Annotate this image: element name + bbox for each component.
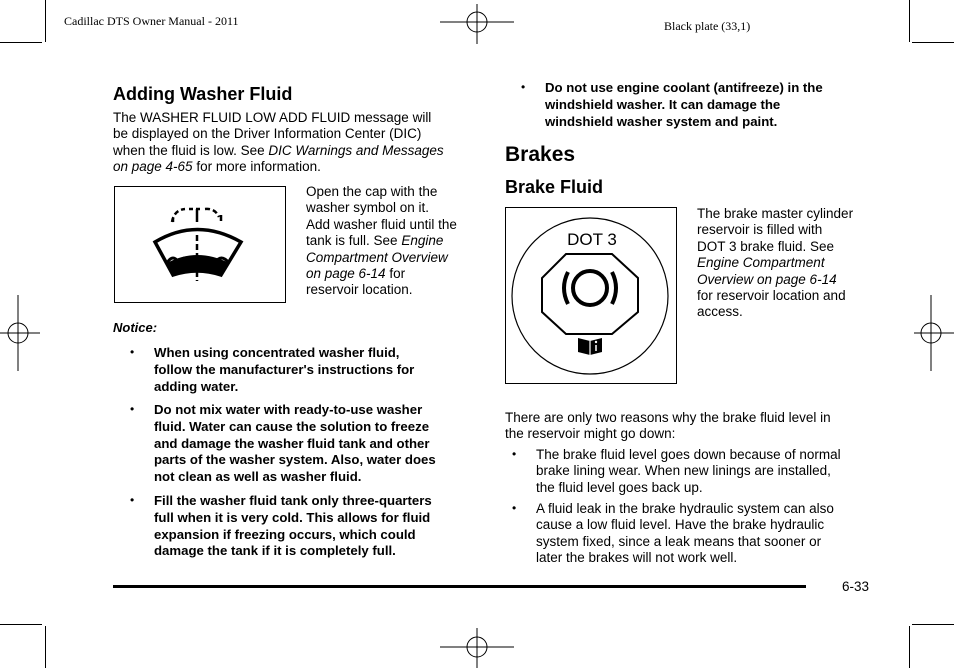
text-line: system fixed, since a leak means that sooner or bbox=[536, 533, 822, 549]
cross-reference-link[interactable]: Engine Compartment bbox=[697, 255, 825, 271]
text-line: and damage the washer fluid tank and other bbox=[154, 435, 430, 451]
registration-mark-icon bbox=[440, 628, 514, 668]
section-title: Brakes bbox=[505, 143, 576, 166]
text-line: the reservoir might go down: bbox=[505, 426, 676, 442]
crop-mark bbox=[912, 42, 954, 43]
text-line: follow the manufacturer's instructions for bbox=[154, 361, 415, 377]
washer-fluid-figure bbox=[114, 186, 286, 303]
bullet-icon: • bbox=[521, 80, 526, 94]
text-line: full when it is very cold. This allows for fluid bbox=[154, 509, 431, 525]
notice-bullet bbox=[154, 493, 484, 560]
text-line: access. bbox=[697, 304, 743, 320]
brake-fluid-figure bbox=[505, 207, 677, 384]
text-line: parts of the washer system. Also, water does bbox=[154, 452, 436, 468]
bullet-icon: • bbox=[512, 501, 517, 515]
crop-mark bbox=[0, 42, 42, 43]
washer-figure-caption bbox=[306, 184, 486, 299]
dot-3-label: DOT 3 bbox=[567, 230, 617, 249]
cross-reference-link[interactable]: on page 4-65 bbox=[113, 159, 193, 175]
text-line bbox=[306, 233, 486, 249]
text-line: DOT 3 brake fluid. See bbox=[697, 238, 835, 254]
notice-bullet bbox=[154, 402, 484, 486]
text-run: for bbox=[385, 266, 406, 282]
text-line: washer symbol on it. bbox=[306, 200, 430, 216]
coolant-warning-bullet bbox=[545, 80, 875, 130]
crop-mark bbox=[45, 626, 46, 668]
manual-title: Cadillac DTS Owner Manual - 2011 bbox=[64, 14, 239, 28]
owner-manual-info-icon bbox=[578, 338, 602, 355]
page-number: 6-33 bbox=[842, 579, 870, 594]
registration-mark-icon bbox=[0, 295, 40, 371]
text-line: reservoir is filled with bbox=[697, 222, 823, 238]
brake-bullet bbox=[536, 501, 886, 567]
crop-mark bbox=[909, 626, 910, 668]
intro-paragraph bbox=[113, 110, 483, 176]
text-line: windshield washer. It can damage the bbox=[545, 96, 781, 112]
registration-mark-icon bbox=[440, 4, 514, 44]
crop-mark bbox=[45, 0, 46, 42]
text-line: adding water. bbox=[154, 378, 239, 394]
crop-mark bbox=[0, 624, 42, 625]
text-line: the fluid level goes back up. bbox=[536, 479, 703, 495]
registration-mark-icon bbox=[914, 295, 954, 371]
notice-label: Notice: bbox=[113, 320, 158, 335]
text-line bbox=[697, 255, 887, 271]
text-line: expansion if freezing occurs, which could bbox=[154, 526, 416, 542]
text-line bbox=[306, 250, 486, 266]
text-line: windshield washer system and paint. bbox=[545, 113, 778, 129]
footer-rule bbox=[113, 585, 806, 588]
text-line: brake lining wear. When new linings are installed, bbox=[536, 463, 831, 479]
text-line bbox=[113, 159, 483, 175]
brake-bullet bbox=[536, 447, 886, 496]
text-line: The brake fluid level goes down because of normal bbox=[536, 447, 841, 462]
text-run: for more information. bbox=[192, 159, 321, 175]
bullet-icon: • bbox=[130, 493, 135, 507]
text-line bbox=[113, 143, 483, 159]
text-line: not clean as well as washer fluid. bbox=[154, 469, 362, 485]
text-line: When using concentrated washer fluid, bbox=[154, 345, 400, 360]
bullet-icon: • bbox=[130, 345, 135, 359]
brake-fluid-paragraph bbox=[505, 410, 885, 443]
subsection-heading: Brake Fluid bbox=[505, 177, 604, 197]
crop-mark bbox=[909, 0, 910, 42]
text-line: be displayed on the Driver Information Center (DIC) bbox=[113, 126, 422, 142]
text-line: Fill the washer fluid tank only three-quarters bbox=[154, 493, 432, 508]
cross-reference-link[interactable]: DIC Warnings and Messages bbox=[268, 142, 444, 158]
plate-label: Black plate (33,1) bbox=[664, 19, 751, 33]
text-line: cause a low fluid level. Have the brake hydraulic bbox=[536, 517, 825, 533]
text-line bbox=[306, 266, 486, 282]
washer-fluid-symbol-icon bbox=[115, 187, 284, 301]
text-line: Add washer fluid until the bbox=[306, 216, 457, 232]
text-line: Do not use engine coolant (antifreeze) in the bbox=[545, 80, 823, 95]
cross-reference-link[interactable]: Compartment Overview bbox=[306, 249, 448, 265]
text-line: reservoir location. bbox=[306, 282, 413, 298]
text-line: Open the cap with the bbox=[306, 184, 438, 199]
cross-reference-link[interactable]: Engine bbox=[401, 233, 444, 249]
cross-reference-link[interactable]: on page 6-14 bbox=[306, 266, 386, 282]
brake-warning-icon bbox=[564, 271, 616, 305]
text-line: for reservoir location and bbox=[697, 288, 846, 304]
text-line: The WASHER FLUID LOW ADD FLUID message will bbox=[113, 110, 432, 125]
crop-mark bbox=[912, 624, 954, 625]
text-line: Do not mix water with ready-to-use washer bbox=[154, 402, 423, 417]
bullet-icon: • bbox=[130, 402, 135, 416]
brake-fluid-cap-illustration bbox=[506, 208, 675, 382]
cross-reference-link[interactable]: Overview on page 6-14 bbox=[697, 271, 837, 287]
section-heading: Adding Washer Fluid bbox=[113, 84, 293, 104]
text-line: The brake master cylinder bbox=[697, 206, 854, 221]
text-line: A fluid leak in the brake hydraulic system can also bbox=[536, 501, 834, 516]
text-line: There are only two reasons why the brake fluid level in bbox=[505, 410, 831, 425]
bullet-icon: • bbox=[512, 447, 517, 461]
text-run: tank is full. See bbox=[306, 233, 402, 249]
text-line bbox=[697, 272, 887, 288]
brake-figure-caption bbox=[697, 206, 887, 321]
text-line: damage the tank if it is completely full. bbox=[154, 543, 396, 559]
text-line: fluid. Water can cause the solution to freeze bbox=[154, 418, 430, 434]
text-line: later the brakes will not work well. bbox=[536, 550, 738, 566]
text-run: when the fluid is low. See bbox=[113, 142, 269, 158]
notice-bullet bbox=[154, 345, 484, 395]
